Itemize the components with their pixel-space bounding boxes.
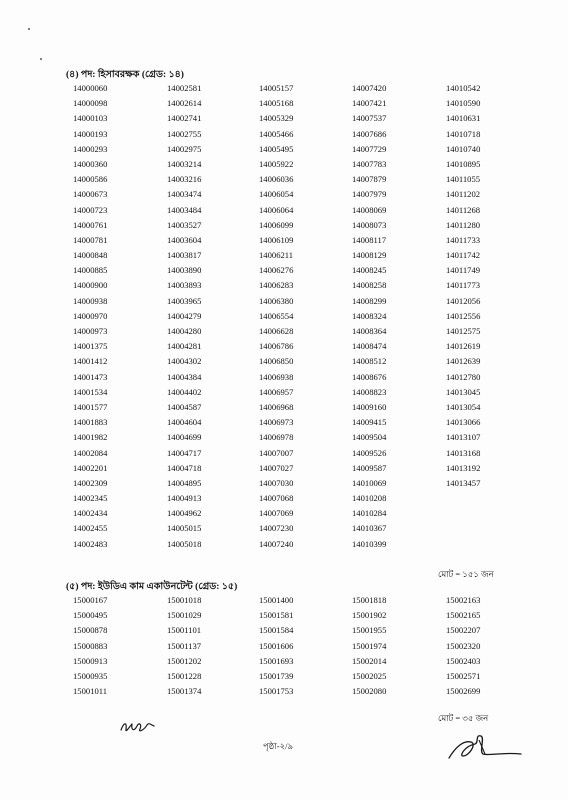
- roll-number: 14005922: [259, 158, 294, 169]
- roll-number: 15001011: [73, 686, 108, 697]
- roll-number: 14013107: [446, 432, 481, 443]
- roll-number: 14012780: [446, 371, 481, 382]
- roll-number: 15001693: [259, 655, 294, 666]
- roll-number: 14000193: [73, 128, 108, 139]
- initials-signature: [118, 716, 158, 738]
- roll-number: 14002455: [73, 523, 108, 534]
- roll-number: 14005495: [259, 143, 294, 154]
- roll-number: 14002084: [73, 447, 108, 458]
- roll-number: 14013192: [446, 462, 481, 473]
- roll-number: 15002403: [446, 655, 481, 666]
- roll-number: 14004280: [167, 326, 202, 336]
- roll-number: 15002080: [352, 686, 387, 697]
- roll-number: 14008364: [352, 326, 387, 336]
- roll-number: 15001739: [259, 670, 294, 681]
- roll-number: 14007979: [352, 189, 387, 200]
- roll-number: 14006973: [259, 417, 294, 428]
- roll-number: 14001577: [73, 401, 108, 412]
- roll-number: 14011268: [446, 204, 481, 215]
- roll-number: 15002207: [446, 625, 481, 636]
- roll-number: 14013066: [446, 417, 481, 428]
- roll-number: 14003474: [167, 189, 202, 200]
- roll-number: 14011742: [446, 250, 481, 261]
- roll-number: 14007537: [352, 113, 387, 124]
- roll-number: 14007007: [259, 447, 294, 458]
- roll-number: 15002699: [446, 686, 481, 697]
- roll-number: 14004895: [167, 477, 202, 488]
- section-4-column-2: [167, 81, 201, 552]
- roll-number: 14000060: [73, 83, 108, 93]
- section-5-total: মোট = ৩৫ জন: [438, 713, 489, 723]
- roll-number: 14003216: [167, 174, 202, 185]
- section-4-column-3: [259, 81, 293, 552]
- roll-number: 14007783: [352, 158, 387, 169]
- roll-number: 15001753: [259, 686, 294, 697]
- roll-number: 14010208: [352, 493, 387, 504]
- roll-number: 14008512: [352, 356, 387, 367]
- roll-number: 15000878: [73, 625, 108, 636]
- roll-number: 14007240: [259, 538, 294, 549]
- roll-number: 15000167: [73, 595, 108, 605]
- section-4-column-1: [73, 81, 107, 552]
- section-5-column-1: [73, 593, 107, 699]
- roll-number: 14009504: [352, 432, 387, 443]
- roll-number: 15002320: [446, 640, 481, 651]
- roll-number: 14001375: [73, 341, 108, 352]
- roll-number: 14006283: [259, 280, 294, 291]
- signature: [445, 730, 525, 766]
- roll-number: 14005015: [167, 523, 202, 534]
- roll-number: 14006978: [259, 432, 294, 443]
- roll-number: 14008299: [352, 295, 387, 306]
- roll-number: 14006968: [259, 401, 294, 412]
- roll-number: 14010631: [446, 113, 481, 124]
- roll-number: 14001412: [73, 356, 108, 367]
- roll-number: 14003817: [167, 250, 202, 261]
- roll-number: 15001101: [167, 625, 202, 636]
- section-5-column-2: [167, 593, 201, 699]
- roll-number: 15002025: [352, 670, 387, 681]
- roll-number: 14000781: [73, 234, 108, 245]
- roll-number: 14008245: [352, 265, 387, 276]
- section-4-column-4: [352, 81, 386, 552]
- roll-number: 14001534: [73, 386, 108, 397]
- roll-number: 14008823: [352, 386, 387, 397]
- roll-number: 14010367: [352, 523, 387, 534]
- roll-number: 14000673: [73, 189, 108, 200]
- roll-number: 14001473: [73, 371, 108, 382]
- roll-number: 14005018: [167, 538, 202, 549]
- roll-number: 14002755: [167, 128, 202, 139]
- roll-number: 15001818: [352, 595, 387, 605]
- roll-number: 14005329: [259, 113, 294, 124]
- roll-number: 14005168: [259, 98, 294, 109]
- roll-number: 15001584: [259, 625, 294, 636]
- roll-number: 14006628: [259, 326, 294, 336]
- roll-number: 14011773: [446, 280, 481, 291]
- roll-number: 14013054: [446, 401, 481, 412]
- roll-number: 14000973: [73, 326, 108, 336]
- roll-number: 14000098: [73, 98, 108, 109]
- roll-number: 15001902: [352, 610, 387, 621]
- roll-number: 14008676: [352, 371, 387, 382]
- roll-number: 14007420: [352, 83, 387, 93]
- roll-number: 14004962: [167, 508, 202, 519]
- roll-number: 14008129: [352, 250, 387, 261]
- roll-number: 14005466: [259, 128, 294, 139]
- roll-number: 15001955: [352, 625, 387, 636]
- roll-number: 14010069: [352, 477, 387, 488]
- roll-number: 14001982: [73, 432, 108, 443]
- roll-number: 14009587: [352, 462, 387, 473]
- roll-number: 14000586: [73, 174, 108, 185]
- roll-number: 14004717: [167, 447, 202, 458]
- roll-number: 14000723: [73, 204, 108, 215]
- roll-number: 14006211: [259, 250, 294, 261]
- roll-number: 14007421: [352, 98, 387, 109]
- roll-number: 14003214: [167, 158, 202, 169]
- roll-number: 15002014: [352, 655, 387, 666]
- roll-number: 14008069: [352, 204, 387, 215]
- roll-number: 14010740: [446, 143, 481, 154]
- roll-number: 14011733: [446, 234, 481, 245]
- roll-number: 14004587: [167, 401, 202, 412]
- roll-number: 14002581: [167, 83, 202, 93]
- roll-number: 14008117: [352, 234, 387, 245]
- roll-number: 14004913: [167, 493, 202, 504]
- roll-number: 14004302: [167, 356, 202, 367]
- roll-number: 14003965: [167, 295, 202, 306]
- roll-number: 14007729: [352, 143, 387, 154]
- roll-number: 14000103: [73, 113, 108, 124]
- roll-number: 14000885: [73, 265, 108, 276]
- roll-number: 14006786: [259, 341, 294, 352]
- roll-number: 14010284: [352, 508, 387, 519]
- roll-number: 14004699: [167, 432, 202, 443]
- roll-number: 14004281: [167, 341, 202, 352]
- roll-number: 15001400: [259, 595, 294, 605]
- roll-number: 14002741: [167, 113, 202, 124]
- section-5-column-5: [446, 593, 480, 699]
- roll-number: 14010718: [446, 128, 481, 139]
- roll-number: 14002614: [167, 98, 202, 109]
- roll-number: 14011055: [446, 174, 481, 185]
- roll-number: 15001137: [167, 640, 202, 651]
- roll-number: 14006276: [259, 265, 294, 276]
- roll-number: 14003890: [167, 265, 202, 276]
- roll-number: 14004718: [167, 462, 202, 473]
- roll-number: 14003604: [167, 234, 202, 245]
- roll-number: 14006957: [259, 386, 294, 397]
- roll-number: 14008474: [352, 341, 387, 352]
- roll-number: 14013457: [446, 477, 481, 488]
- roll-number: 14009526: [352, 447, 387, 458]
- roll-number: 14000761: [73, 219, 108, 230]
- roll-number: 14002309: [73, 477, 108, 488]
- roll-number: 14004279: [167, 310, 202, 321]
- roll-number: 14006938: [259, 371, 294, 382]
- roll-number: 14013045: [446, 386, 481, 397]
- roll-number: 15001606: [259, 640, 294, 651]
- roll-number: 15001228: [167, 670, 202, 681]
- roll-number: 14010590: [446, 98, 481, 109]
- roll-number: 14005157: [259, 83, 294, 93]
- roll-number: 14004402: [167, 386, 202, 397]
- roll-number: 14002483: [73, 538, 108, 549]
- roll-number: 14007068: [259, 493, 294, 504]
- roll-number: 14000970: [73, 310, 108, 321]
- roll-number: 14002345: [73, 493, 108, 504]
- roll-number: 14000848: [73, 250, 108, 261]
- roll-number: 14006064: [259, 204, 294, 215]
- roll-number: 14013168: [446, 447, 481, 458]
- section-5-column-4: [352, 593, 386, 699]
- section-5-heading: (৫) পদ: ইউডিএ কাম একাউনটেন্ট (গ্রেড: ১৫): [66, 582, 238, 592]
- roll-number: 15001029: [167, 610, 202, 621]
- roll-number: 14012575: [446, 326, 481, 336]
- roll-number: 14006099: [259, 219, 294, 230]
- roll-number: 14003484: [167, 204, 202, 215]
- roll-number: 14000900: [73, 280, 108, 291]
- roll-number: 15001974: [352, 640, 387, 651]
- roll-number: 14006554: [259, 310, 294, 321]
- roll-number: 14007069: [259, 508, 294, 519]
- roll-number: 14003893: [167, 280, 202, 291]
- roll-number: 14008324: [352, 310, 387, 321]
- roll-number: 14000360: [73, 158, 108, 169]
- roll-number: 14012639: [446, 356, 481, 367]
- roll-number: 14000293: [73, 143, 108, 154]
- roll-number: 14006850: [259, 356, 294, 367]
- roll-number: 14007030: [259, 477, 294, 488]
- roll-number: 14006036: [259, 174, 294, 185]
- roll-number: 14007027: [259, 462, 294, 473]
- roll-number: 15002165: [446, 610, 481, 621]
- roll-number: 15002571: [446, 670, 481, 681]
- roll-number: 14002975: [167, 143, 202, 154]
- roll-number: 14002201: [73, 462, 108, 473]
- section-4-column-5: [446, 81, 480, 491]
- roll-number: 14011280: [446, 219, 481, 230]
- roll-number: 15001374: [167, 686, 202, 697]
- roll-number: 14010542: [446, 83, 481, 93]
- scan-speck: [28, 28, 30, 30]
- roll-number: 14001883: [73, 417, 108, 428]
- page-number: পৃষ্ঠা-২/৯: [263, 741, 294, 751]
- roll-number: 14000938: [73, 295, 108, 306]
- roll-number: 14004384: [167, 371, 202, 382]
- roll-number: 14006109: [259, 234, 294, 245]
- roll-number: 14008073: [352, 219, 387, 230]
- roll-number: 14006054: [259, 189, 294, 200]
- roll-number: 14007230: [259, 523, 294, 534]
- roll-number: 14007879: [352, 174, 387, 185]
- roll-number: 14012056: [446, 295, 481, 306]
- scan-speck: [40, 58, 42, 60]
- roll-number: 15002163: [446, 595, 481, 605]
- roll-number: 14011202: [446, 189, 481, 200]
- roll-number: 15000935: [73, 670, 108, 681]
- roll-number: 14004604: [167, 417, 202, 428]
- roll-number: 15001018: [167, 595, 202, 605]
- roll-number: 14012619: [446, 341, 481, 352]
- roll-number: 15000495: [73, 610, 108, 621]
- roll-number: 14008258: [352, 280, 387, 291]
- roll-number: 14010895: [446, 158, 481, 169]
- section-4-total: মোট = ১৫১ জন: [438, 569, 494, 579]
- section-5-column-3: [259, 593, 293, 699]
- roll-number: 14012556: [446, 310, 481, 321]
- roll-number: 14006380: [259, 295, 294, 306]
- roll-number: 14010399: [352, 538, 387, 549]
- roll-number: 14007686: [352, 128, 387, 139]
- roll-number: 14011749: [446, 265, 481, 276]
- roll-number: 15001202: [167, 655, 202, 666]
- roll-number: 15001581: [259, 610, 294, 621]
- roll-number: 14002434: [73, 508, 108, 519]
- section-4-heading: (৪) পদ: হিসাবরক্ষক (গ্রেড: ১৪): [66, 70, 184, 80]
- roll-number: 14003527: [167, 219, 202, 230]
- roll-number: 15000883: [73, 640, 108, 651]
- roll-number: 14009160: [352, 401, 387, 412]
- roll-number: 15000913: [73, 655, 108, 666]
- roll-number: 14009415: [352, 417, 387, 428]
